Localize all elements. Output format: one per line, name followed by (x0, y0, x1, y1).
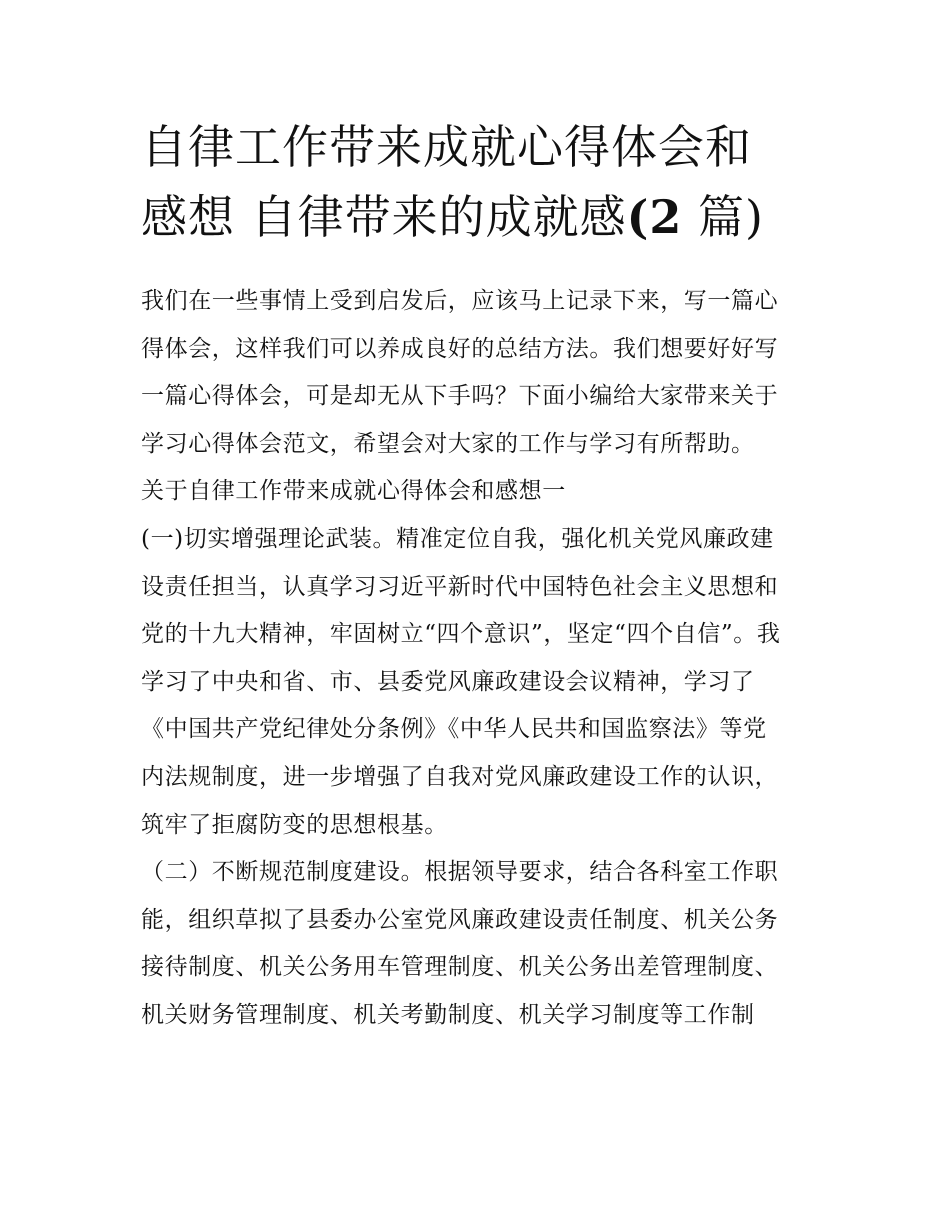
body-line: 机关财务管理制度、机关考勤制度、机关学习制度等工作制 (141, 1001, 755, 1028)
document-title (141, 112, 821, 252)
body-line: (一)切实增强理论武装。精准定位自我，强化机关党风廉政建 (141, 525, 774, 552)
body-line: 筑牢了拒腐防变的思想根基。 (141, 811, 448, 838)
title-line-2-count: (2 (626, 190, 683, 244)
document-body (141, 278, 821, 1040)
title-line-2-text: 感想 自律带来的成就感 (141, 190, 627, 244)
section-heading: 关于自律工作带来成就心得体会和感想一 (141, 478, 566, 505)
body-line: （二）不断规范制度建设。根据领导要求，结合各科室工作职 (141, 859, 779, 886)
body-line: 学习心得体会范文，希望会对大家的工作与学习有所帮助。 (141, 430, 755, 457)
body-line: 得体会，这样我们可以养成良好的总结方法。我们想要好好写 (141, 335, 779, 362)
body-line: 《中国共产党纪律处分条例》《中华人民共和国监察法》等党 (141, 716, 767, 743)
body-line: 学习了中央和省、市、县委党风廉政建设会议精神，学习了 (141, 668, 755, 695)
body-line: 党的十九大精神，牢固树立“四个意识”，坚定“四个自信”。我 (141, 621, 781, 648)
title-line-1: 自律工作带来成就心得体会和 (141, 120, 752, 174)
body-line: 一篇心得体会，可是却无从下手吗？下面小编给大家带来关于 (141, 383, 779, 410)
title-line-2-unit: 篇) (698, 190, 764, 244)
body-line: 我们在一些事情上受到启发后，应该马上记录下来，写一篇心 (141, 288, 779, 314)
title-line-2 (141, 182, 821, 252)
body-line: 设责任担当，认真学习习近平新时代中国特色社会主义思想和 (141, 573, 779, 600)
body-line: 内法规制度，进一步增强了自我对党风廉政建设工作的认识， (141, 763, 779, 790)
body-line: 能，组织草拟了县委办公室党风廉政建设责任制度、机关公务 (141, 906, 779, 933)
body-line: 接待制度、机关公务用车管理制度、机关公务出差管理制度、 (141, 954, 779, 981)
